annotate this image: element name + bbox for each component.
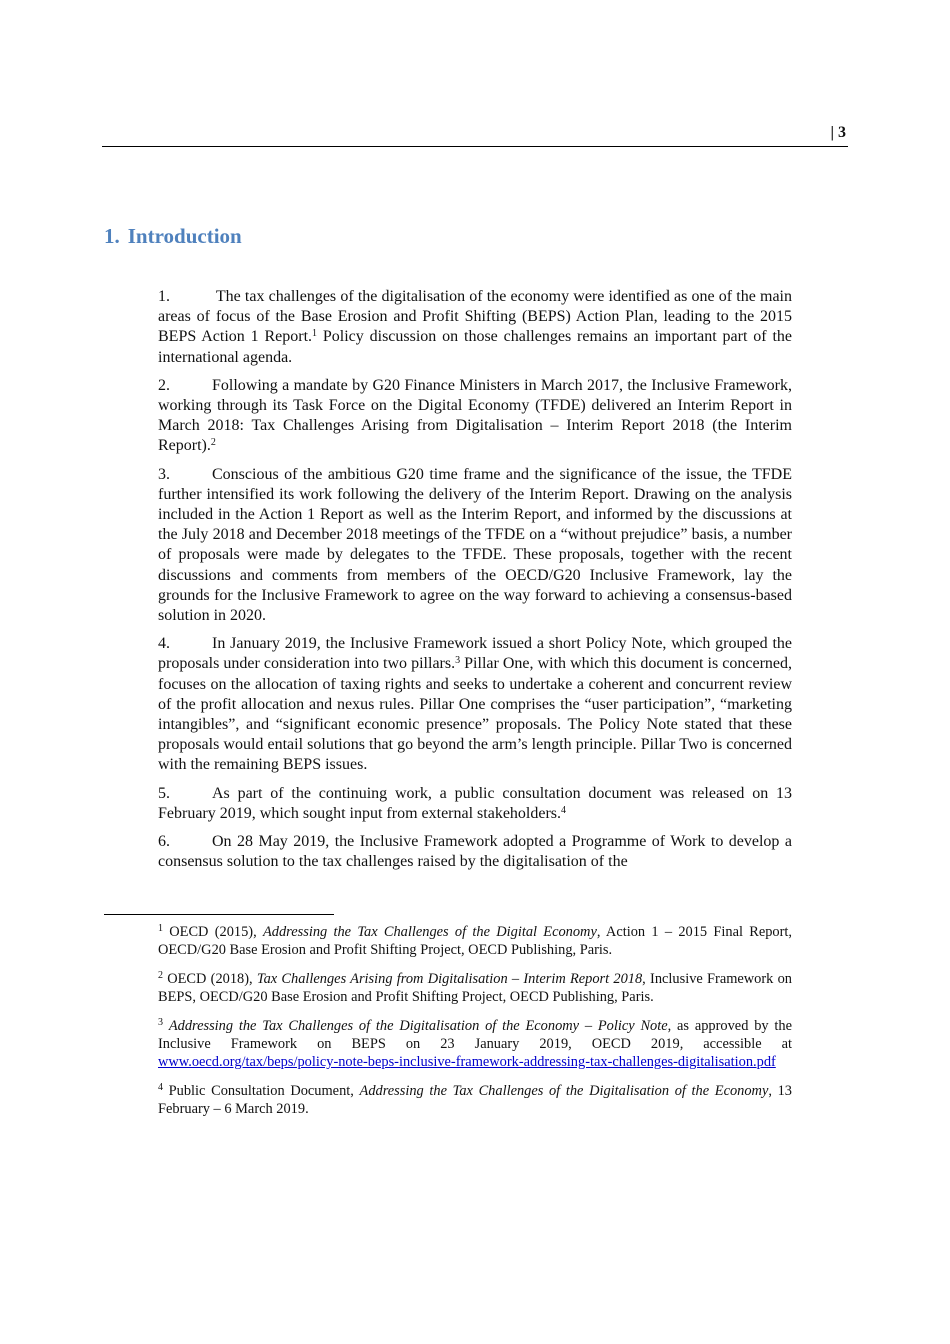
paragraph-6: [158, 832, 792, 872]
footnote-text: , Action 1 – 2015 Final Report, OECD/G20 Base Erosion and Profit Shifting Project, OECD Publishing, Paris.: [158, 924, 792, 959]
footnote-3: [158, 1017, 792, 1072]
paragraph-text: Conscious of the ambitious G20 time frame and the significance of the issue, the TFDE further intensified its work following the delivery of the Interim Report. Drawing on the analysis included in the Action 1 Report as well as the Interim Report, and informed by the discussions at the July 2018 and December 2018 meetings of the TFDE on a “without prejudice” basis, a number of proposals were made by delegates to the TFDE. These proposals, together with the recent discussions and comments from members of the OECD/G20 Inclusive Framework, lay the grounds for the Inclusive Framework to agree on the way forward to achieving a consensus-based solution in 2020.: [158, 465, 792, 625]
paragraph-text: As part of the continuing work, a public consultation document was released on 13 February 2019, which sought input from external stakeholders.: [158, 784, 792, 822]
paragraph-4: [158, 634, 792, 775]
footnote-ref[interactable]: 2: [210, 437, 216, 449]
footnote-title: Tax Challenges Arising from Digitalisation – Interim Report 2018: [256, 970, 643, 987]
footnote-text: , 13 February – 6 March 2019.: [158, 1082, 792, 1118]
footnote-text: OECD (2015),: [163, 924, 263, 940]
section-number: 1.: [104, 224, 120, 248]
footnote-text: Public Consultation Document,: [163, 1082, 360, 1099]
paragraph-text: Pillar One, with which this document is concerned, focuses on the allocation of taxing rights and seeks to undertake a coherent and concurrent review of the profit allocation and nexus rules. Pillar One comprises the “user participation”, “marketing intangibles”, and “significant economic presence” proposals. The Policy Note stated that these proposals would entail solutions that go beyond the arm’s length principle. Pillar Two is concerned with the remaining BEPS issues.: [158, 655, 793, 774]
header-rule: [102, 146, 848, 147]
paragraph-1: [158, 287, 792, 368]
section-heading: [104, 224, 242, 249]
paragraph-number: 5.: [158, 784, 170, 802]
footnote-4: [158, 1082, 792, 1119]
section-title: Introduction: [127, 224, 242, 248]
paragraph-3: [158, 465, 792, 627]
policy-note-link[interactable]: www.oecd.org/tax/beps/policy-note-beps-inclusive-framework-addressing-tax-challenges-digitalisation.pdf: [158, 1054, 776, 1071]
footnote-ref[interactable]: 3: [455, 655, 461, 667]
paragraph-number: 4.: [158, 635, 170, 653]
footnote-2: [158, 970, 792, 1007]
paragraph-number: 3.: [158, 465, 170, 483]
paragraph-text: The tax challenges of the digitalisation of the economy were identified as one of the main areas of focus of the Base Erosion and Profit Shifting (BEPS) Action Plan, leading to the 2015 BEPS Action 1 Report.: [158, 288, 792, 346]
footnote-text: , Inclusive Framework on BEPS, OECD/G20 Base Erosion and Profit Shifting Project, OECD Publishing, Paris.: [158, 970, 793, 1006]
page-number: | 3: [830, 124, 846, 141]
footnote-text: OECD (2018),: [163, 970, 257, 987]
footnote-number: 2: [158, 969, 163, 981]
footnote-ref[interactable]: 1: [312, 328, 318, 340]
footnote-title: Addressing the Tax Challenges of the Digital Economy: [262, 924, 597, 940]
paragraph-text: Following a mandate by G20 Finance Ministers in March 2017, the Inclusive Framework, working through its Task Force on the Digital Economy (TFDE) delivered an Interim Report in March 2018: Tax Challenges Arising from Digitalisation – Interim Report 2018 (the Interim Report).: [158, 376, 792, 455]
footnote-text: , as approved by the Inclusive Framework on BEPS on 23 January 2019, OECD 2019, accessible at: [158, 1017, 792, 1053]
footnote-title: Addressing the Tax Challenges of the Digitalisation of the Economy – Policy Note: [168, 1017, 668, 1034]
footnote-number: 3: [158, 1016, 163, 1028]
paragraph-2: [158, 376, 792, 457]
footnotes: [158, 923, 792, 1129]
footnote-title: Addressing the Tax Challenges of the Digitalisation of the Economy: [359, 1082, 769, 1099]
footnote-1: [158, 923, 792, 960]
footnote-number: 4: [158, 1081, 163, 1093]
body-text: [158, 287, 792, 880]
paragraph-5: [158, 784, 792, 824]
footnote-ref[interactable]: 4: [561, 804, 567, 816]
paragraph-number: 6.: [158, 833, 170, 851]
paragraph-number: 1.: [158, 288, 170, 305]
paragraph-text: On 28 May 2019, the Inclusive Framework adopted a Programme of Work to develop a consensus solution to the tax challenges raised by the digitalisation of the: [158, 833, 792, 871]
footnote-number: 1: [158, 923, 163, 934]
footnote-separator: [104, 914, 334, 915]
paragraph-number: 2.: [158, 376, 170, 394]
paragraph-text: Policy discussion on those challenges remains an important part of the international agenda.: [158, 328, 793, 366]
paragraph-text: In January 2019, the Inclusive Framework issued a short Policy Note, which grouped the proposals under consideration into two pillars.: [158, 635, 792, 673]
